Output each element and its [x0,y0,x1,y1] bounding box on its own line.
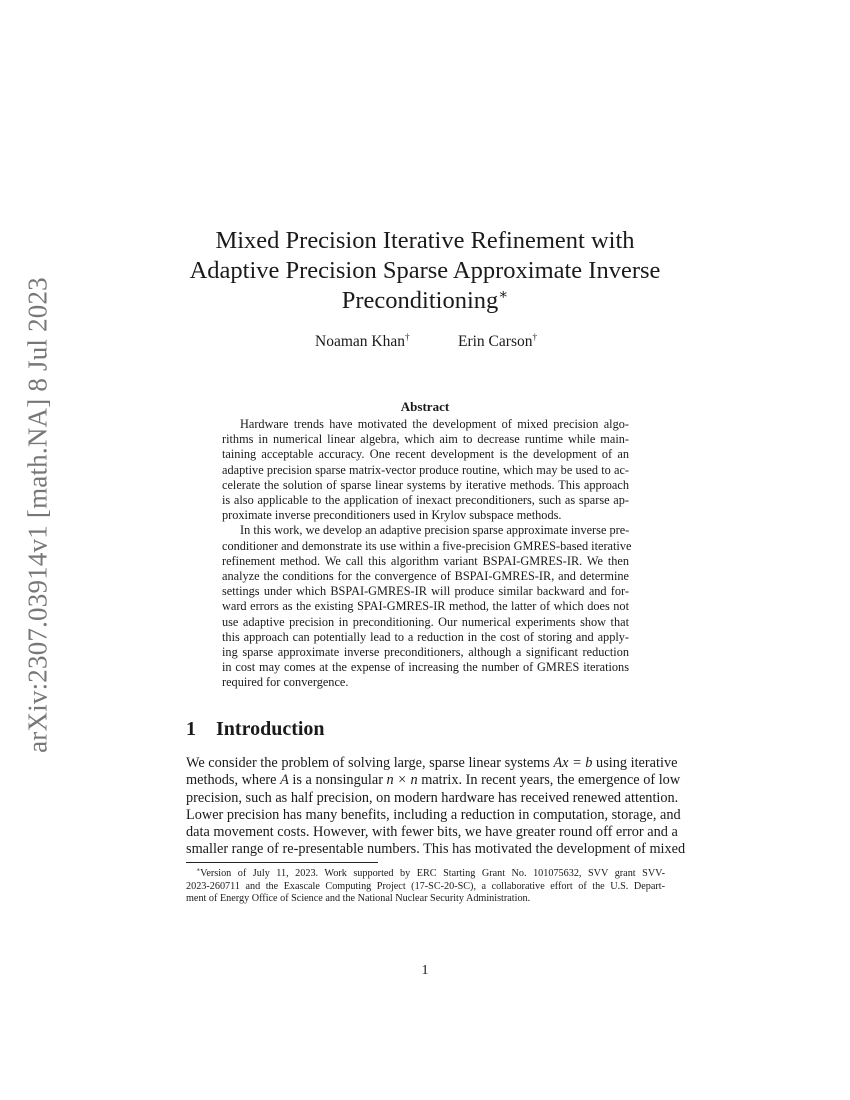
author-list [300,333,560,353]
footnote-line: ment of Energy Office of Science and the National Nuclear Security Administration. [186,893,531,905]
title-line-2: Adaptive Precision Sparse Approximate Inverse [189,257,661,284]
title-footnote-marker: ∗ [498,286,509,303]
footnote-line: 2023-260711 and the Exascale Computing Project (17-SC-20-SC), a collaborative effort of the U.S. Depart- [186,880,665,892]
body-line: data movement costs. However, with fewer bits, we have greater round off error and a [186,824,678,841]
abstract-line: ward errors as the existing SPAI-GMRES-IR method, the latter of which does not [222,599,629,614]
body-text: using iterative [592,755,678,771]
body-text: is a nonsingular [288,772,387,789]
section-heading-introduction [186,718,325,741]
abstract-line: analyze the conditions for the convergence of BSPAI-GMRES-IR, and determine [222,569,629,584]
abstract-line: celerate the solution of sparse linear systems by iterative methods. This approach [222,477,629,492]
abstract-line: this approach can potentially lead to a reduction in the cost of storing and apply- [222,629,629,644]
body-line [186,755,678,772]
footnote-marker: ∗ [196,867,201,874]
arxiv-sidebar-stamp [18,265,58,765]
footnote [186,868,665,906]
abstract-body [222,417,632,691]
body-text: We consider the problem of solving large, sparse linear systems [186,755,554,771]
abstract-line: is also applicable to the application of inexact preconditioners, such as sparse ap- [222,493,629,508]
author-1-marker: † [404,332,410,343]
abstract-line: Hardware trends have motivated the development of mixed precision algo- [240,417,629,431]
author-2-name: Erin Carson [458,333,533,350]
author-2 [458,333,537,351]
equation-inline: Ax = b [553,755,593,771]
body-line: Lower precision has many benefits, including a reduction in computation, storage, and [186,806,681,823]
author-1 [315,333,410,351]
footnote-rule [186,862,378,863]
abstract-heading: Abstract [400,399,450,414]
section-number: 1 [186,718,196,740]
abstract-line: In this work, we develop an adaptive precision sparse approximate inverse pre- [240,523,630,538]
abstract-line: refinement method. We call this algorithm variant BSPAI-GMRES-IR. We then [222,553,629,568]
body-text: methods, where [186,772,281,789]
math-symbol: n × n [386,772,418,789]
arxiv-identifier: arXiv:2307.03914v1 [math.NA] 8 Jul 2023 [22,277,53,753]
abstract-line: required for convergence. [222,675,349,690]
abstract-line: settings under which BSPAI-GMRES-IR will produce similar backward and for- [222,584,629,599]
abstract-line: taining acceptable accuracy. One recent development is the development of an [222,447,629,462]
title-line-3 [160,286,690,316]
title-line-1: Mixed Precision Iterative Refinement with [215,227,635,254]
title-line-3-text: Preconditioning [341,287,499,314]
author-2-marker: † [532,332,538,343]
abstract-line: conditioner and demonstrate its use within a five-precision GMRES-based iterative [222,538,632,553]
abstract-line: in cost may comes at the expense of increasing the number of GMRES iterations [222,660,629,675]
abstract-line: ing sparse approximate inverse preconditioners, although a significant reduction [222,645,629,660]
footnote-line [186,868,665,881]
body-line [186,772,681,789]
author-1-name: Noaman Khan [315,333,405,350]
introduction-body [186,755,686,859]
footnote-text: Version of July 11, 2023. Work supported by ERC Starting Grant No. 101075632, SVV grant SVV- [200,868,665,879]
math-symbol: A [280,772,289,789]
page-number: 1 [421,963,429,978]
abstract-line: adaptive precision sparse matrix-vector produce routine, which may be used to ac- [222,462,629,477]
section-title: Introduction [216,718,325,740]
body-line: precision, such as half precision, on modern hardware has received renewed attention. [186,789,679,806]
abstract-paragraph-2 [222,523,632,690]
abstract-line: rithms in numerical linear algebra, which aim to decrease runtime while main- [222,432,629,447]
abstract-paragraph-1 [222,417,629,523]
abstract-line: use adaptive precision in preconditioning. Our numerical experiments show that [222,614,629,629]
body-line: smaller range of re-presentable numbers. This has motivated the development of mixed [186,841,686,858]
abstract-line: proximate inverse preconditioners used in Krylov subspace methods. [222,508,562,523]
paper-title [160,226,690,316]
body-text: matrix. In recent years, the emergence of low [417,772,681,789]
